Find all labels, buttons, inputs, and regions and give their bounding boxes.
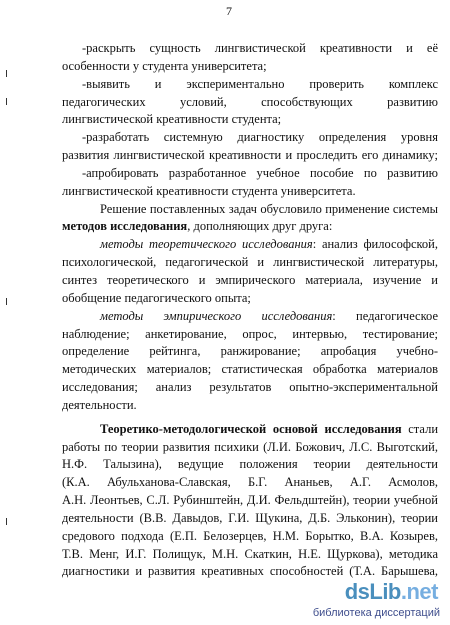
text-line: диагностики и развития креативных способностей (Т.А. Барышева, — [62, 564, 438, 579]
text-line: -разработать системную диагностику определения уровня — [82, 130, 438, 145]
scan-edge-mark — [6, 518, 10, 525]
text-line: лингвистической креативности студента; — [62, 112, 282, 127]
text-line: особенности у студента университета; — [62, 58, 267, 73]
text-line: (К.А. Абульханова-Славская, Б.Г. Ананьев, А.Г. Асмолов, — [62, 475, 438, 490]
watermark-subtitle: библиотека диссертаций — [312, 607, 440, 619]
text-line: деятельности. — [62, 397, 137, 412]
text-line: Решение поставленных задач обусловило применение системы — [100, 201, 438, 216]
dslib-logo — [292, 581, 442, 605]
text-line: синтез теоретического и эмпирического материала, изучение и — [62, 272, 438, 287]
text-line: психологической, педагогической и лингвистической литературы, — [62, 255, 438, 270]
page-number: 7 — [226, 4, 232, 18]
text-line: методических материалов; статистическая обработка материалов — [62, 362, 438, 377]
scan-edge-mark — [6, 98, 10, 105]
body-text — [62, 40, 438, 581]
text-line: педагогических условий, способствующих развитию — [62, 94, 438, 109]
bold-phrase: методов исследования — [62, 219, 188, 234]
text-line — [62, 308, 438, 326]
italic-phrase: методы эмпирического исследования — [100, 308, 333, 323]
text-line: Н.Ф. Талызина), ведущие положения теории деятельности — [62, 457, 438, 472]
scan-edge-mark — [6, 70, 10, 77]
text-line: работы по теории развития психики (Л.И. Божович, Л.С. Выготский, — [62, 439, 438, 454]
text-fragment: стали — [401, 421, 438, 436]
text-fragment: : анализ философской, — [312, 237, 438, 252]
text-line: наблюдение; анкетирование, опрос, интервью, тестирование; — [62, 326, 438, 341]
bold-phrase: Теоретико-методологической основой исследования — [100, 421, 402, 436]
text-line — [62, 421, 438, 439]
text-line: -апробировать разработанное учебное пособие по развитию — [82, 165, 438, 180]
text-line — [62, 218, 438, 236]
dslib-watermark[interactable] — [292, 581, 442, 619]
text-line: определение рейтинга, ранжирование; апробация учебно- — [62, 344, 438, 359]
brand-main: dsLib — [344, 579, 401, 604]
text-line: -выявить и экспериментально проверить комплекс — [82, 76, 438, 91]
text-line: обобщение педагогического опыта; — [62, 290, 251, 305]
text-line — [62, 236, 438, 254]
text-line: -раскрыть сущность лингвистической креативности и её — [82, 41, 438, 55]
italic-phrase: методы теоретического исследования — [100, 237, 313, 252]
scan-edge-mark — [6, 298, 10, 305]
text-line: А.Н. Леонтьев, С.Л. Рубинштейн, Д.И. Фельдштейн), теории учебной — [62, 493, 438, 508]
text-fragment: : педагогическое — [332, 308, 438, 323]
brand-tld: .net — [400, 579, 438, 604]
text-line: исследования; анализ результатов опытно-экспериментальной — [62, 380, 438, 395]
text-line: развития лингвистической креативности и проследить его динамику; — [62, 148, 438, 163]
brand-text — [345, 579, 438, 605]
text-line: Т.В. Менг, И.Г. Полищук, М.Н. Скаткин, Н.Е. Щуркова), методика — [62, 546, 438, 561]
text-line: средового подхода (Е.П. Белозерцев, Н.М. Борытко, В.А. Козырев, — [62, 528, 438, 543]
text-line: лингвистической креативности студента университета. — [62, 183, 356, 198]
text-fragment: , дополняющих друг друга: — [187, 219, 333, 234]
text-line: деятельности (В.В. Давыдов, Г.И. Щукина, Д.Б. Эльконин), теории — [62, 510, 438, 525]
